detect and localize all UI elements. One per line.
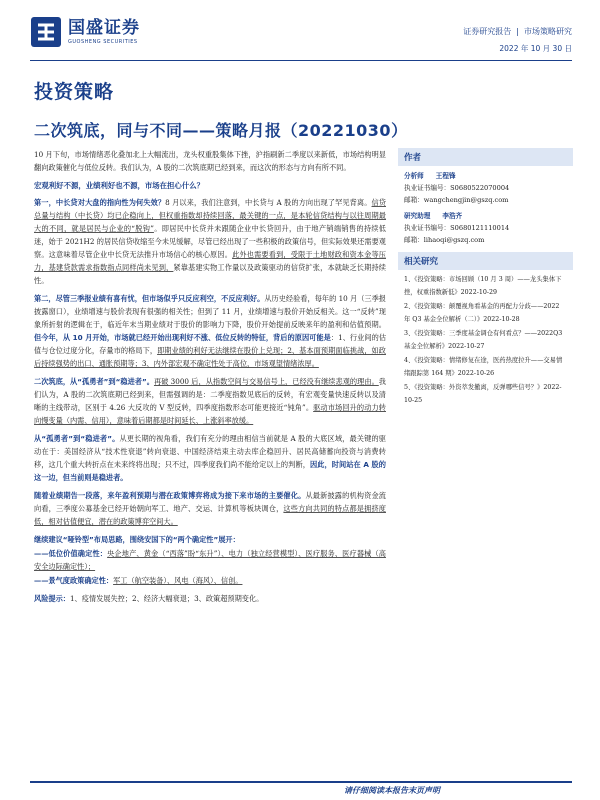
- point-six-paragraph: [34, 533, 386, 546]
- point-four-text-a: 从更长期的视角看，我们有充分的理由相信当前就是 A 股的大底区域，最关键的驱动在于：美国经济从“技术性衰退”转向衰退、中国经济结束主动去库企稳回升、居民高储蓄向投资与消费转移，这几个重大转折点在未来终将出现；只不过，四季度我们尚不能给定以上的判断，: [34, 434, 386, 469]
- author-name: 王程锋: [435, 172, 456, 180]
- related-item[interactable]: 4、《投资策略：情绪修复在途，医药热度拉升——交易情绪跟踪第 164 期》2022-10-26: [404, 357, 563, 377]
- intro-paragraph: 10 月下旬，市场情绪恶化叠加北上大幅流出，龙头权重股集体下挫，沪指刷新二季度以来新低，市场结构明显翻向政策催化与低位反转。我们认为，A 股的二次筑底期已经到来，而这次的形态与方向有所不同。: [34, 150, 386, 172]
- point-five-text-a: 从最新披露的机构资金流向看，三季度公募基金已经开始朝向军工、地产、交运、计算机等板块调仓，: [34, 491, 386, 513]
- point-five-text-b: 这些方向共同的特点都是拥挤度低，相对估值便宜，潜在的政策博弈空间大。: [34, 504, 386, 526]
- risk-label: 风险提示：: [34, 594, 70, 603]
- report-type-line: [463, 26, 572, 37]
- point-two-paragraph: [34, 292, 386, 370]
- point-one-text-a: 8 月以来，我们注意到，中长贷与 A 股的方向出现了罕见背离。: [165, 198, 372, 207]
- recommendation-line-one: [34, 547, 386, 573]
- email-label: 邮箱：: [404, 196, 424, 204]
- point-two-bold-b: 但今年，从 10 月开始，市场就已经开始出现利好不涨、低位反转的特征，背后的原因可能是: [34, 333, 331, 342]
- company-logo: [30, 15, 160, 49]
- author-email[interactable]: wangchengjin@gszq.com: [423, 196, 509, 204]
- author-name: 李浩齐: [442, 212, 463, 220]
- point-one-text-b: 信贷总量与结构（中长贷）均已企稳向上，但权重指数却持续回落，: [34, 198, 386, 220]
- recommendation-line-two: [34, 574, 386, 587]
- point-four-bold-b: 因此，时间站在 A 股的这一边，但当前则是稳进者。: [34, 460, 386, 482]
- point-one-text-d: 。即居民中长贷并未跟随企业中长贷回升，由于地产销端销售的持续低迷，始于 2021H2 的居民信贷收缩至今未见缓解，尽管已经出现了一些积极的政策信号，但实际效果还需要观察。这意味着尽管企业中长贷无法推升市场信心的核心原因。: [34, 224, 386, 259]
- question-heading: 宏观利好不源，业绩利好也不源，市场在担心什么？: [34, 181, 204, 190]
- logo-text-cn: 国盛证券: [68, 17, 140, 38]
- author-section-title: 作者: [398, 148, 573, 166]
- sidebar: [398, 148, 573, 409]
- related-item[interactable]: 1、《投资策略：市场回顾（10 月 3 周）——龙头集体下挫，权重指数新低》2022-10-29: [404, 276, 562, 296]
- recommendation-one-label: ——低位价值确定性：: [34, 549, 108, 558]
- related-item[interactable]: 2、《投资策略：颠覆视角看基金的再配力分歧——2022 年 Q3 基金全位解析（二）》2022-10-28: [404, 303, 560, 323]
- point-one-text-e: 此外也需要看到，受限于土地财政和资本金等压力，基建贷款需求指数指点同样尚未见到，: [34, 250, 386, 272]
- report-category: 市场策略研究: [524, 27, 572, 36]
- point-four-paragraph: [34, 432, 386, 484]
- point-one-paragraph: [34, 196, 386, 287]
- related-research-title: 相关研究: [398, 252, 573, 270]
- cert-label: 执业证书编号：: [404, 224, 451, 232]
- related-item[interactable]: 5、《投资策略：外资萃发撤离，反弹哪些信号？》2022-10-25: [404, 384, 562, 404]
- author-role: 分析师: [404, 172, 424, 180]
- point-three-text-a: 再破 3000 后，从指数空间与交易信号上，已经没有继续悲观的理由。: [153, 377, 379, 386]
- point-two-text-a: 从历史经验看，每年的 10 月（三季报披露窗口），业绩增速与股价表现有很强的相关性；但到了 11 月，业绩增速与股价开始反相关。这一“反转”现象所折射的逻辑在于，临近年末当期业绩对于股价的影响力下降，股价开始提前反映来年的盈利和估值预期。: [34, 294, 386, 329]
- report-date: 2022 年 10 月 30 日: [499, 44, 572, 53]
- point-two-text-b: ：1、行业间的估值与仓位过度分化，存量市的格局下，: [34, 333, 387, 355]
- header-divider: [30, 60, 572, 61]
- point-two-heading: 第二，尽管三季报业绩有喜有忧，但市场似乎只反应利空，不反应利好。: [34, 294, 265, 303]
- logo-text-en: GUOSHENG SECURITIES: [68, 38, 138, 45]
- author-role: 研究助理: [404, 212, 431, 220]
- point-five-paragraph: [34, 489, 386, 528]
- point-five-heading: 随着业绩期告一段落，来年盈利预期与潜在政策博弈将成为接下来市场的主要催化。: [34, 491, 306, 500]
- header-separator: |: [516, 27, 519, 36]
- point-three-heading: 二次筑底，从“孤勇者”到“稳进者”。: [34, 377, 154, 386]
- point-three-paragraph: [34, 375, 386, 427]
- risk-paragraph: [34, 592, 386, 605]
- guosheng-logo-icon: [30, 16, 62, 48]
- author-block-1: [398, 166, 573, 206]
- section-title: 投资策略: [34, 81, 115, 103]
- point-one-text-f: 紧靠基建实物工作量以及政策驱动的信贷扩张，本就缺乏长期持续性。: [34, 263, 386, 285]
- footer-divider: [30, 781, 572, 783]
- point-one-text-c: 最关键的一点，是本轮信贷结构与以往周期最大的不同，就是居民与企业的“脱钩”: [34, 211, 386, 233]
- cert-number: S0680121110014: [450, 224, 510, 232]
- report-type: 证券研究报告: [463, 27, 512, 36]
- email-label: 邮箱：: [404, 236, 424, 244]
- recommendation-two-label: ——景气度政策确定性：: [34, 576, 114, 585]
- cert-number: S0680522070004: [450, 184, 510, 192]
- author-block-2: [398, 206, 573, 252]
- report-title: 二次筑底，同与不同——策略月报（20221030）: [34, 121, 408, 140]
- cert-label: 执业证书编号：: [404, 184, 451, 192]
- point-two-text-c: 即期业绩的利好无法继续在股价上兑现: [157, 346, 281, 355]
- point-one-heading: 第一，中长贷对大盘的指向性为何失效？: [34, 198, 166, 207]
- risk-text: 1、疫情发展失控；2、经济大幅衰退；3、政策超预期变化。: [69, 594, 264, 603]
- point-two-text-d: ；2、基本面预期面临挑战，如政后持续强势的出口、通胀预期等；3、内外部宏观不确定性处于高位，市场观望情绪浓厚。: [34, 346, 386, 368]
- recommendation-two-text: 军工（航空装备）、风电（海风）、信创。: [113, 576, 243, 585]
- related-item[interactable]: 3、《投资策略：三季度基金调仓有何看点？——2022Q3 基金全位解析》2022-10-27: [404, 330, 563, 350]
- report-body: [34, 148, 386, 610]
- related-research-list: [398, 270, 573, 407]
- point-four-heading: 从“孤勇者”到“稳进者”。: [34, 434, 120, 443]
- footer-disclaimer: 请仔细阅读本报告末页声明: [344, 786, 440, 795]
- author-email[interactable]: lihaoqi@gszq.com: [423, 236, 485, 244]
- recommendation-one-text: 央企地产、黄金（“西落”盼“东升”）、电力（独立经营模型）、医疗服务、医疗器械（高安全边际确定性）；: [34, 549, 386, 571]
- point-six-heading: 继续建议“哑铃型”布局思路，围绕安国下的“两个确定性”展开：: [34, 535, 240, 544]
- point-three-text-b: 我们认为，A 股的二次筑底期已经到来，但需强调的是：二季度指数见底后的反转，有宏观变量快速反转以及清晰的主线带动，区别于 4.26 大反攻的 V 型反转，四季度指数形态可能更接近“钝角”。: [34, 377, 386, 412]
- point-three-text-c: 驱动市场回升的动力转向慢变量（内需、信用），意味着后期都是时间延长、上涨斜率放缓。: [34, 403, 386, 425]
